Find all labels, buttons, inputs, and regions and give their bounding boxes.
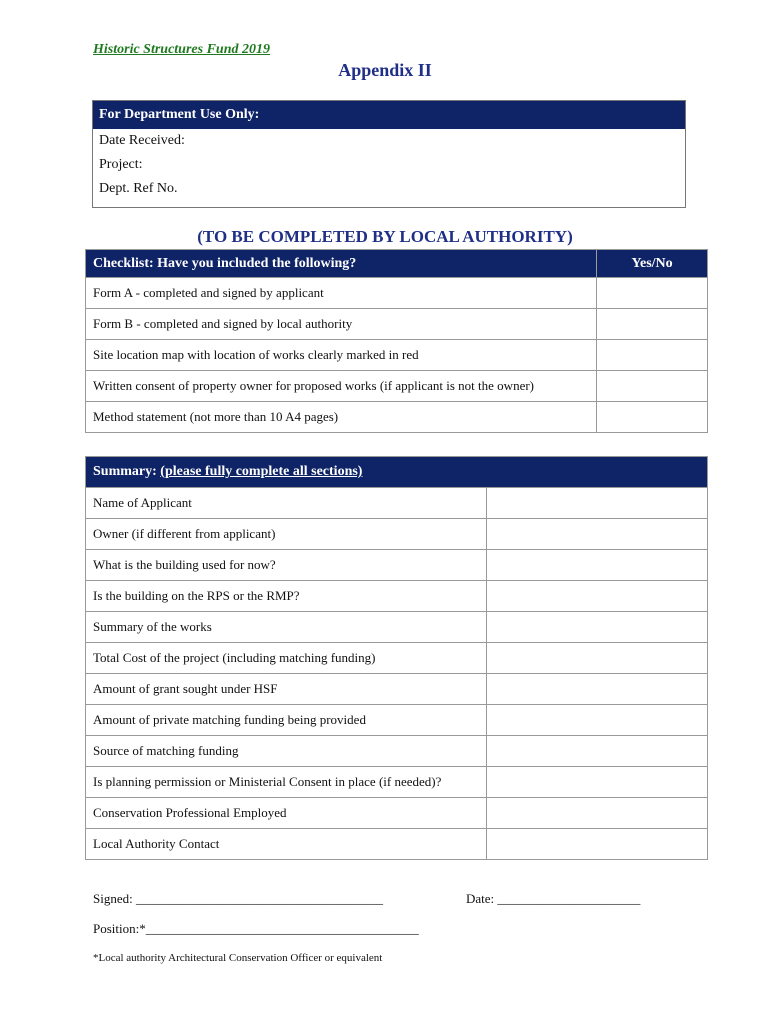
summary-item: Summary of the works (86, 612, 487, 643)
summary-item: Source of matching funding (86, 736, 487, 767)
table-row (86, 402, 708, 433)
yes-no-field[interactable] (597, 278, 708, 309)
table-row (86, 371, 708, 402)
footnote: *Local authority Architectural Conservation Officer or equivalent (93, 952, 383, 964)
checklist-table (85, 249, 708, 433)
summary-table (85, 456, 708, 860)
table-row (86, 550, 708, 581)
fund-title: Historic Structures Fund 2019 (93, 42, 270, 57)
table-row (86, 736, 708, 767)
summary-answer-field[interactable] (487, 612, 708, 643)
summary-heading-prefix: Summary: (93, 464, 161, 479)
table-row (86, 829, 708, 860)
summary-answer-field[interactable] (487, 767, 708, 798)
dept-ref-label: Dept. Ref No. (99, 181, 178, 196)
table-row (86, 674, 708, 705)
summary-item: Owner (if different from applicant) (86, 519, 487, 550)
summary-item: Total Cost of the project (including matching funding) (86, 643, 487, 674)
summary-item: What is the building used for now? (86, 550, 487, 581)
summary-answer-field[interactable] (487, 550, 708, 581)
summary-answer-field[interactable] (487, 736, 708, 767)
table-row (86, 798, 708, 829)
table-row (86, 309, 708, 340)
date-line[interactable]: Date: ______________________ (466, 891, 641, 906)
summary-item: Is planning permission or Ministerial Consent in place (if needed)? (86, 767, 487, 798)
summary-heading-note: (please fully complete all sections) (160, 464, 363, 479)
summary-item: Name of Applicant (86, 488, 487, 519)
checklist-item: Written consent of property owner for proposed works (if applicant is not the owner) (86, 371, 597, 402)
completion-title: (TO BE COMPLETED BY LOCAL AUTHORITY) (197, 227, 573, 246)
signed-line[interactable]: Signed: ______________________________________ (93, 891, 383, 906)
summary-answer-field[interactable] (487, 488, 708, 519)
table-row (86, 581, 708, 612)
yes-no-field[interactable] (597, 340, 708, 371)
table-row (86, 705, 708, 736)
table-row (86, 488, 708, 519)
summary-item: Amount of private matching funding being provided (86, 705, 487, 736)
summary-answer-field[interactable] (487, 643, 708, 674)
summary-answer-field[interactable] (487, 519, 708, 550)
table-row (86, 767, 708, 798)
yes-no-heading: Yes/No (597, 250, 708, 278)
summary-answer-field[interactable] (487, 705, 708, 736)
yes-no-field[interactable] (597, 309, 708, 340)
summary-item: Local Authority Contact (86, 829, 487, 860)
summary-header-row (86, 457, 708, 488)
summary-answer-field[interactable] (487, 674, 708, 705)
summary-answer-field[interactable] (487, 829, 708, 860)
department-use-box (92, 100, 686, 208)
checklist-header-row (86, 250, 708, 278)
checklist-item: Site location map with location of works clearly marked in red (86, 340, 597, 371)
summary-answer-field[interactable] (487, 798, 708, 829)
table-row (86, 519, 708, 550)
checklist-item: Form A - completed and signed by applicant (86, 278, 597, 309)
department-use-heading: For Department Use Only: (93, 101, 685, 129)
yes-no-field[interactable] (597, 402, 708, 433)
yes-no-field[interactable] (597, 371, 708, 402)
summary-item: Amount of grant sought under HSF (86, 674, 487, 705)
checklist-item: Method statement (not more than 10 A4 pages) (86, 402, 597, 433)
date-received-label: Date Received: (99, 133, 185, 148)
appendix-title: Appendix II (338, 60, 432, 80)
summary-item: Is the building on the RPS or the RMP? (86, 581, 487, 612)
summary-heading (86, 457, 708, 488)
summary-answer-field[interactable] (487, 581, 708, 612)
table-row (86, 643, 708, 674)
position-line[interactable]: Position:*__________________________________________ (93, 921, 419, 936)
table-row (86, 612, 708, 643)
summary-item: Conservation Professional Employed (86, 798, 487, 829)
checklist-heading: Checklist: Have you included the following? (86, 250, 597, 278)
table-row (86, 278, 708, 309)
table-row (86, 340, 708, 371)
project-label: Project: (99, 157, 143, 172)
checklist-item: Form B - completed and signed by local authority (86, 309, 597, 340)
